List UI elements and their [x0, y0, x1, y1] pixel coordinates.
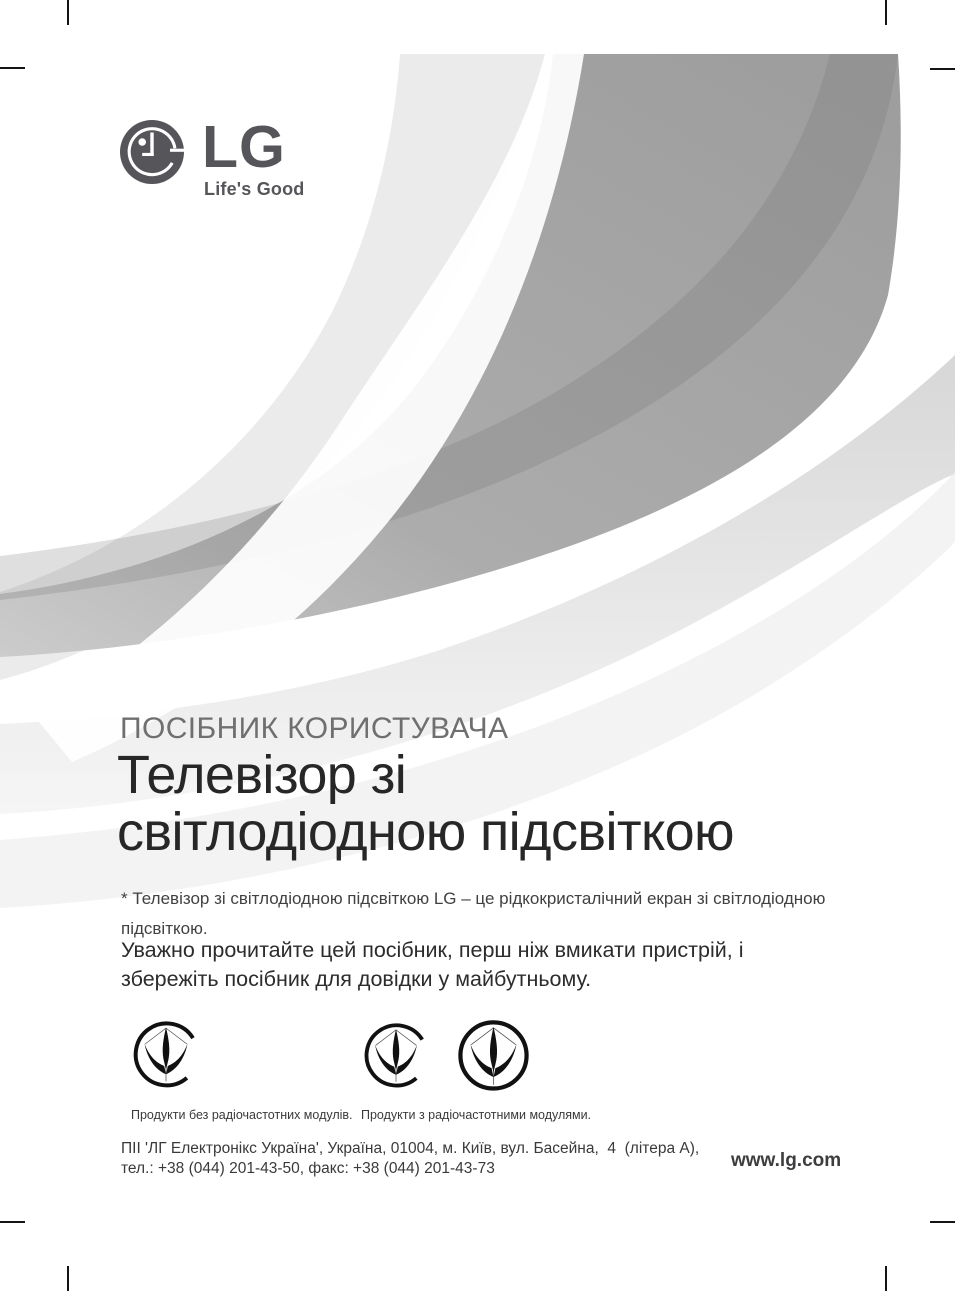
doc-type-label: ПОСІБНИК КОРИСТУВАЧА — [120, 712, 509, 745]
crop-mark-top-right-v — [885, 0, 887, 25]
read-notice-line2: збережіть посібник для довідки у майбутньому. — [121, 967, 592, 991]
lg-logo — [119, 114, 439, 212]
lg-face-icon — [119, 119, 185, 185]
page-title-line1: Телевізор зі — [117, 745, 407, 805]
company-address-line1: ПІІ 'ЛГ Електронікс Україна', Україна, 01004, м. Київ, вул. Басейна, 4 (літера А), — [121, 1140, 700, 1157]
lg-website-url: www.lg.com — [731, 1150, 842, 1171]
led-footnote — [121, 884, 825, 944]
lg-wordmark: LG — [202, 114, 286, 180]
read-notice — [121, 936, 744, 994]
ukrsepro-mark-open-icon — [130, 1018, 202, 1093]
lg-tagline: Life's Good — [204, 179, 305, 199]
cert-caption-no-rf: Продукти без радіочастотних модулів. — [131, 1108, 353, 1122]
crop-mark-bottom-left-h — [0, 1221, 25, 1223]
ukrsepro-mark-open-icon — [361, 1020, 431, 1093]
company-address-line2: тел.: +38 (044) 201-43-50, факс: +38 (044) 201-43-73 — [121, 1159, 495, 1177]
crop-mark-top-left-v — [67, 0, 69, 25]
read-notice-line1: Уважно прочитайте цей посібник, перш ніж вмикати пристрій, і — [121, 938, 744, 962]
crop-mark-top-right-h — [930, 68, 955, 70]
crop-mark-bottom-right-h — [930, 1221, 955, 1223]
ukrsepro-mark-closed-icon — [455, 1017, 532, 1097]
company-address — [121, 1139, 699, 1178]
page-title — [117, 747, 734, 861]
crop-mark-top-left-h — [0, 67, 25, 69]
cert-caption-with-rf: Продукти з радіочастотними модулями. — [361, 1108, 592, 1122]
led-footnote-line1: * Телевізор зі світлодіодною підсвіткою LG – це рідкокристалічний екран зі світлодіодною — [121, 889, 826, 908]
crop-mark-bottom-right-v — [885, 1266, 887, 1291]
led-footnote-line2: підсвіткою. — [121, 919, 208, 938]
crop-mark-bottom-left-v — [67, 1266, 69, 1291]
page-title-line2: світлодіодною підсвіткою — [117, 802, 734, 862]
